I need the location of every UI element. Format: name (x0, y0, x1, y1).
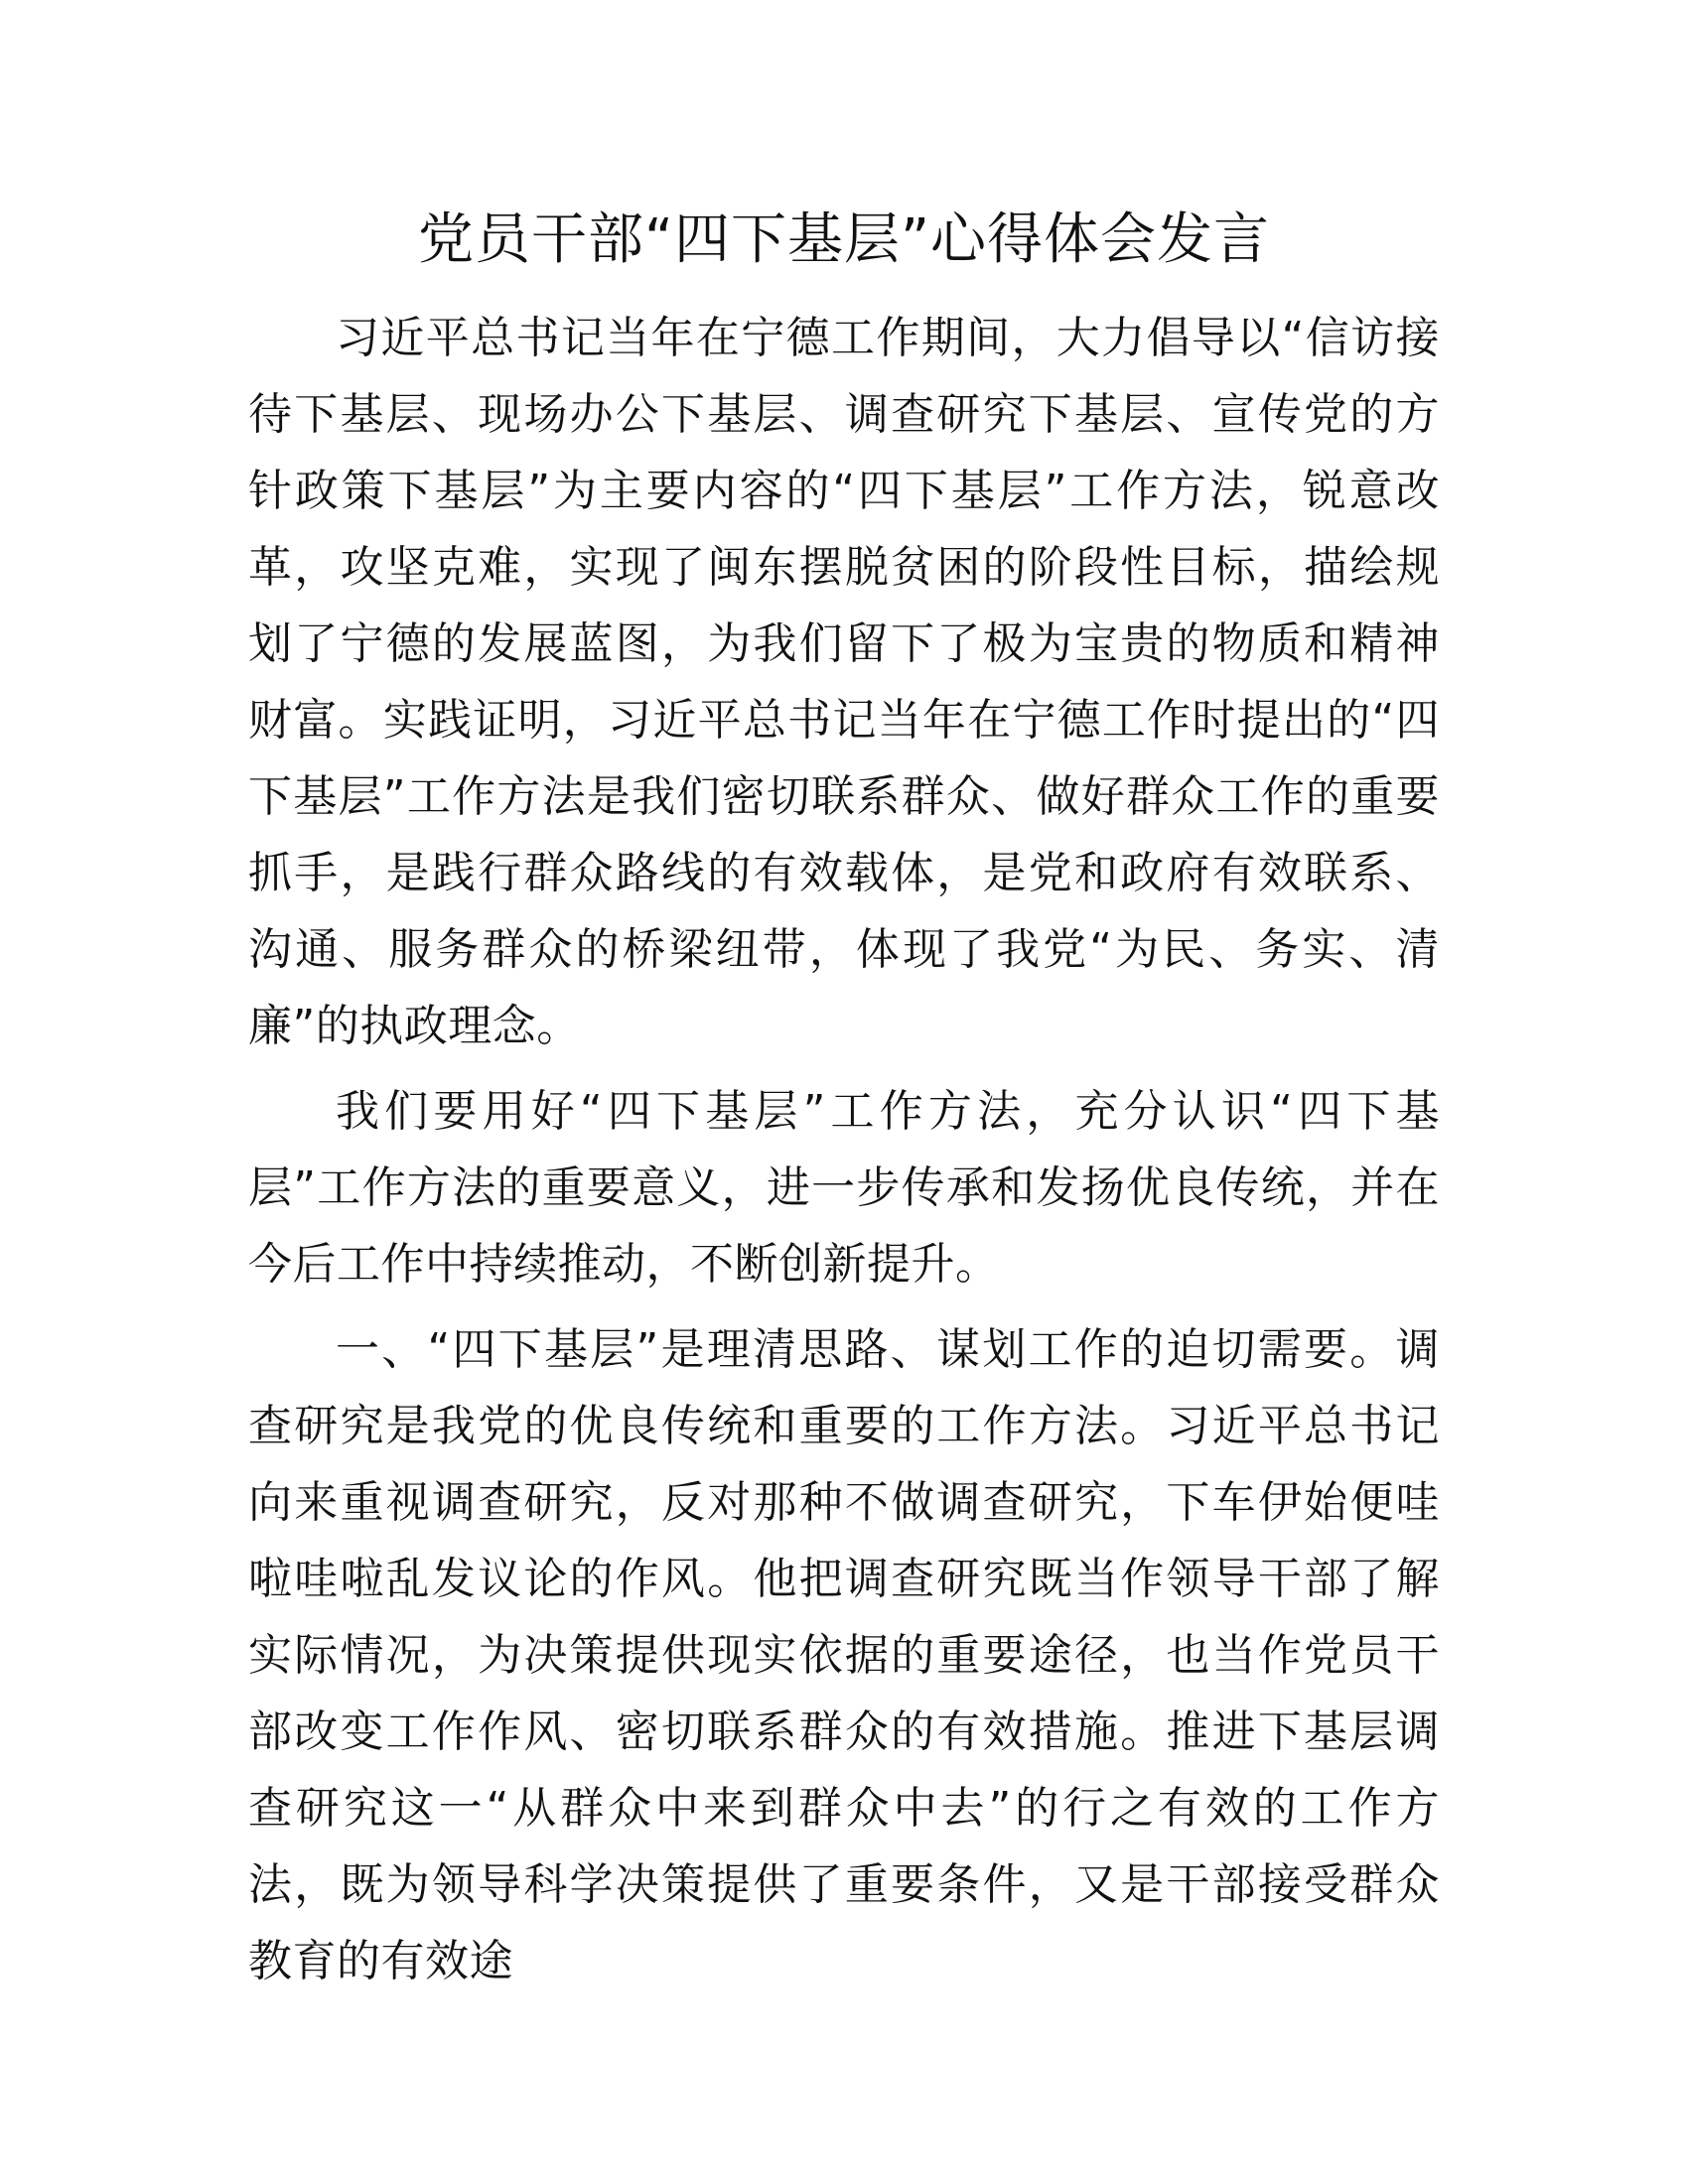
document-body (248, 300, 1440, 2008)
document-title: 党员干部“四下基层”心得体会发言 (417, 207, 1271, 272)
paragraph-method: 我们要用好“四下基层”工作方法，充分认识“四下基层”工作方法的重要意义，进一步传承和发扬优良传统，并在今后工作中持续推动，不断创新提升。 (248, 1086, 1440, 1290)
paragraph-section-one: 一、“四下基层”是理清思路、谋划工作的迫切需要。调查研究是我党的优良传统和重要的工作方法。习近平总书记向来重视调查研究，反对那种不做调查研究，下车伊始便哇啦哇啦乱发议论的作风。他把调查研究既当作领导干部了解实际情况，为决策提供现实依据的重要途径，也当作党员干部改变工作作风、密切联系群众的有效措施。推进下基层调查研究这一“从群众中来到群众中去”的行之有效的工作方法，既为领导科学决策提供了重要条件，又是干部接受群众教育的有效途 (248, 1324, 1440, 1986)
paragraph-intro: 习近平总书记当年在宁德工作期间，大力倡导以“信访接待下基层、现场办公下基层、调查研究下基层、宣传党的方针政策下基层”为主要内容的“四下基层”工作方法，锐意改革，攻坚克难，实现了闽东摆脱贫困的阶段性目标，描绘规划了宁德的发展蓝图，为我们留下了极为宝贵的物质和精神财富。实践证明，习近平总书记当年在宁德工作时提出的“四下基层”工作方法是我们密切联系群众、做好群众工作的重要抓手，是践行群众路线的有效载体，是党和政府有效联系、沟通、服务群众的桥梁纽带，体现了我党“为民、务实、清廉”的执政理念。 (248, 313, 1440, 1051)
